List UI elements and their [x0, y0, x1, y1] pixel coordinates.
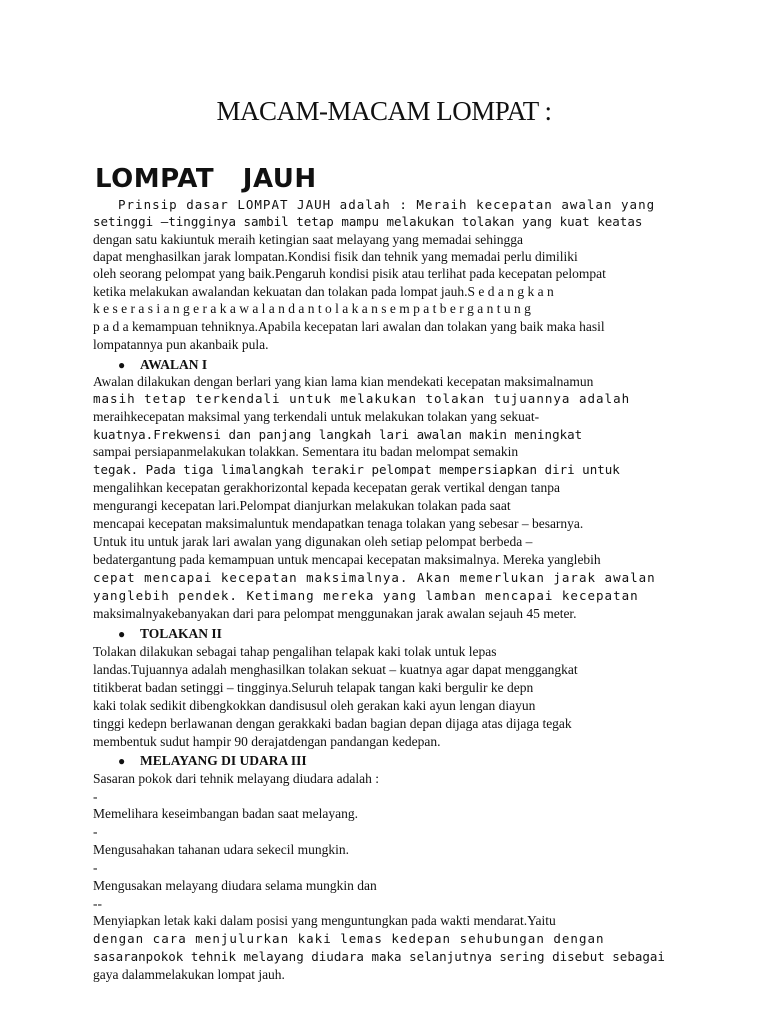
- list-item: Memelihara keseimbangan badan saat melayang.: [93, 806, 359, 821]
- body-line: landas.Tujuannya adalah menghasilkan tolakan sekuat – kuatnya agar dapat menggangkat: [93, 662, 578, 677]
- body-line: gaya dalammelakukan lompat jauh.: [93, 967, 285, 982]
- body-line: sasaranpokok tehnik melayang diudara maka selanjutnya sering disebut sebagai: [93, 949, 665, 964]
- bullet-icon: ●: [118, 754, 126, 768]
- intro-line: lompatannya pun akanbaik pula.: [93, 337, 269, 352]
- intro-line: Prinsip dasar LOMPAT JAUH adalah : Meraih kecepatan awalan yang: [118, 197, 656, 212]
- intro-line: ketika melakukan awalandan kekuatan dan tolakan pada lompat jauh.S e d a n g k a n: [93, 284, 554, 299]
- body-line: kuatnya.Frekwensi dan panjang langkah lari awalan makin meningkat: [93, 427, 583, 442]
- list-item: Mengusakan melayang diudara selama mungkin dan: [93, 878, 377, 893]
- section-heading-lompat-jauh: LOMPAT JAUH: [95, 164, 317, 194]
- list-marker: -: [93, 789, 98, 804]
- intro-line: setinggi –tingginya sambil tetap mampu melakukan tolakan yang kuat keatas: [93, 214, 643, 229]
- body-line: Awalan dilakukan dengan berlari yang kian lama kian mendekati kecepatan maksimalnamun: [93, 374, 594, 389]
- bullet-icon: ●: [118, 358, 126, 372]
- body-line: mengalihkan kecepatan gerakhorizontal kepada kecepatan gerak vertikal dengan tanpa: [93, 480, 561, 495]
- body-line: bedatergantung pada kemampuan untuk mencapai kecepatan maksimalnya. Mereka yanglebih: [93, 552, 601, 567]
- intro-line: k e s e r a s i a n g e r a k a w a l a n d a n t o l a k a n s e m p a t b e r g a n t u n g: [93, 301, 531, 316]
- body-line: meraihkecepatan maksimal yang terkendali untuk melakukan tolakan yang sekuat-: [93, 409, 540, 424]
- intro-line: oleh seorang pelompat yang baik.Pengaruh kondisi pisik atau terlihat pada kecepatan pelompat: [93, 266, 606, 281]
- bullet-icon: ●: [118, 627, 126, 641]
- body-line: Untuk itu untuk jarak lari awalan yang digunakan oleh setiap pelompat berbeda –: [93, 534, 533, 549]
- subheading-awalan: ● AWALAN I: [118, 357, 208, 372]
- list-item: Menyiapkan letak kaki dalam posisi yang menguntungkan pada wakti mendarat.Yaitu: [93, 913, 556, 928]
- subheading-tolakan: ● TOLAKAN II: [118, 626, 222, 641]
- body-line: dengan cara menjulurkan kaki lemas kedepan sehubungan dengan: [93, 931, 605, 946]
- body-line: masih tetap terkendali untuk melakukan tolakan tujuannya adalah: [93, 391, 631, 406]
- body-line: titikberat badan setinggi – tingginya.Seluruh telapak tangan kaki bergulir ke depn: [93, 680, 534, 695]
- list-item: Mengusahakan tahanan udara sekecil mungkin.: [93, 842, 350, 857]
- body-line: yanglebih pendek. Ketimang mereka yang lamban mencapai kecepatan: [93, 588, 639, 603]
- list-marker: -: [93, 860, 98, 875]
- body-line: sampai persiapanmelakukan tolakkan. Sementara itu badan melompat semakin: [93, 444, 519, 459]
- body-line: mencapai kecepatan maksimaluntuk mendapatkan tenaga tolakan yang sebesar – besarnya.: [93, 516, 584, 531]
- body-line: Sasaran pokok dari tehnik melayang diudara adalah :: [93, 771, 380, 786]
- body-line: maksimalnyakebanyakan dari para pelompat menggunakan jarak awalan sejauh 45 meter.: [93, 606, 577, 621]
- intro-line: p a d a kemampuan tehniknya.Apabila kecepatan lari awalan dan tolakan yang baik maka hasil: [93, 319, 605, 334]
- body-line: mengurangi kecepatan lari.Pelompat dianjurkan melakukan tolakan pada saat: [93, 498, 511, 513]
- list-marker: -: [93, 824, 98, 839]
- body-line: Tolakan dilakukan sebagai tahap pengalihan telapak kaki tolak untuk lepas: [93, 644, 497, 659]
- body-line: kaki tolak sedikit dibengkokkan dandisusul oleh gerakan kaki ayun lengan diayun: [93, 698, 536, 713]
- subheading-melayang: ● MELAYANG DI UDARA III: [118, 753, 307, 768]
- page-title: MACAM-MACAM LOMPAT :: [216, 96, 552, 126]
- body-line: cepat mencapai kecepatan maksimalnya. Akan memerlukan jarak awalan: [93, 570, 656, 585]
- intro-line: dapat menghasilkan jarak lompatan.Kondisi fisik dan tehnik yang memadai perlu dimiliki: [93, 249, 578, 264]
- list-marker: --: [93, 896, 102, 911]
- body-line: membentuk sudut hampir 90 derajatdengan pandangan kedepan.: [93, 734, 441, 749]
- body-line: tegak. Pada tiga limalangkah terakir pelompat mempersiapkan diri untuk: [93, 462, 620, 477]
- body-line: tinggi kedepn berlawanan dengan gerakkaki badan bagian depan dijaga atas dijaga tegak: [93, 716, 572, 731]
- intro-line: dengan satu kakiuntuk meraih ketingian saat melayang yang memadai sehingga: [93, 232, 523, 247]
